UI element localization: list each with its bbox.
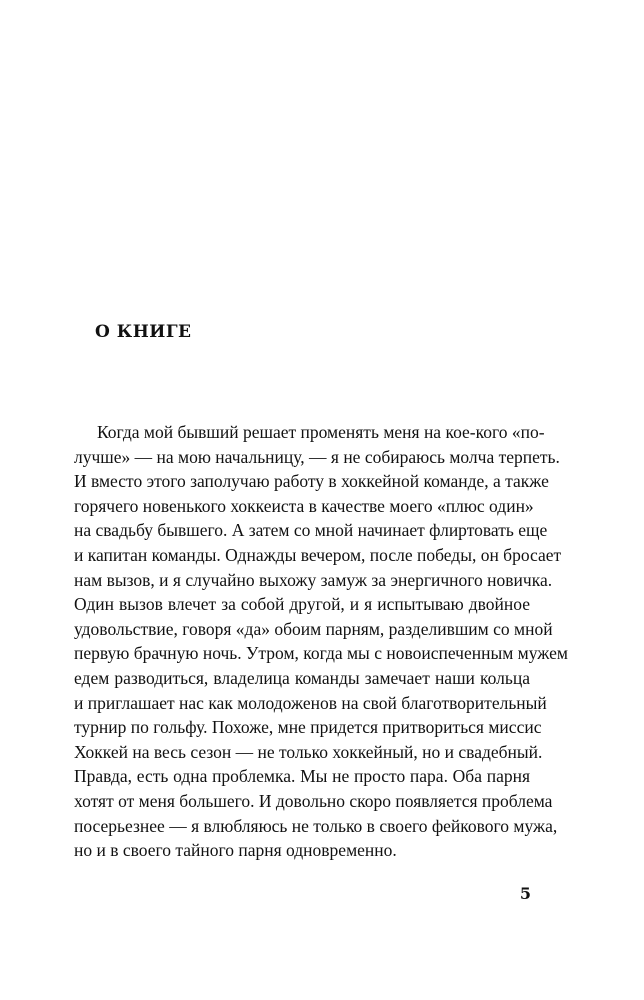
text-line: И вместо этого заполучаю работу в хоккейной команде, а также bbox=[74, 471, 549, 492]
section-heading: О КНИГЕ bbox=[95, 322, 192, 342]
page-number: 5 bbox=[519, 884, 531, 903]
text-line: но и в своего тайного парня одновременно. bbox=[74, 840, 397, 861]
text-line: нам вызов, и я случайно выхожу замуж за энергичного новичка. bbox=[74, 569, 553, 590]
text-line: Хоккей на весь сезон — не только хоккейный, но и свадебный. bbox=[74, 741, 543, 762]
text-line: едем разводиться, владелица команды замечает наши кольца bbox=[74, 667, 530, 688]
body-paragraph bbox=[74, 420, 568, 863]
text-line: хотят от меня большего. И довольно скоро появляется проблема bbox=[74, 790, 553, 811]
text-line: удовольствие, говоря «да» обоим парням, разделившим со мной bbox=[74, 618, 553, 639]
text-line: турнир по гольфу. Похоже, мне придется притвориться миссис bbox=[74, 717, 542, 738]
text-line: горячего новенького хоккеиста в качестве моего «плюс один» bbox=[74, 495, 534, 516]
text-line: Правда, есть одна проблемка. Мы не просто пара. Оба парня bbox=[74, 766, 530, 787]
text-line: Когда мой бывший решает променять меня на кое-кого «по- bbox=[97, 422, 545, 442]
text-line: на свадьбу бывшего. А затем со мной начинает флиртовать еще bbox=[74, 520, 548, 541]
text-line: лучше» — на мою начальницу, — я не собираюсь молча терпеть. bbox=[74, 446, 560, 467]
text-line: первую брачную ночь. Утром, когда мы с новоиспеченным мужем bbox=[74, 643, 568, 664]
text-line: Один вызов влечет за собой другой, и я испытываю двойное bbox=[74, 594, 530, 615]
text-line: посерьезнее — я влюбляюсь не только в своего фейкового мужа, bbox=[74, 815, 558, 836]
text-line: и капитан команды. Однажды вечером, после победы, он бросает bbox=[74, 544, 562, 565]
text-line: и приглашает нас как молодоженов на свой благотворительный bbox=[74, 692, 547, 713]
